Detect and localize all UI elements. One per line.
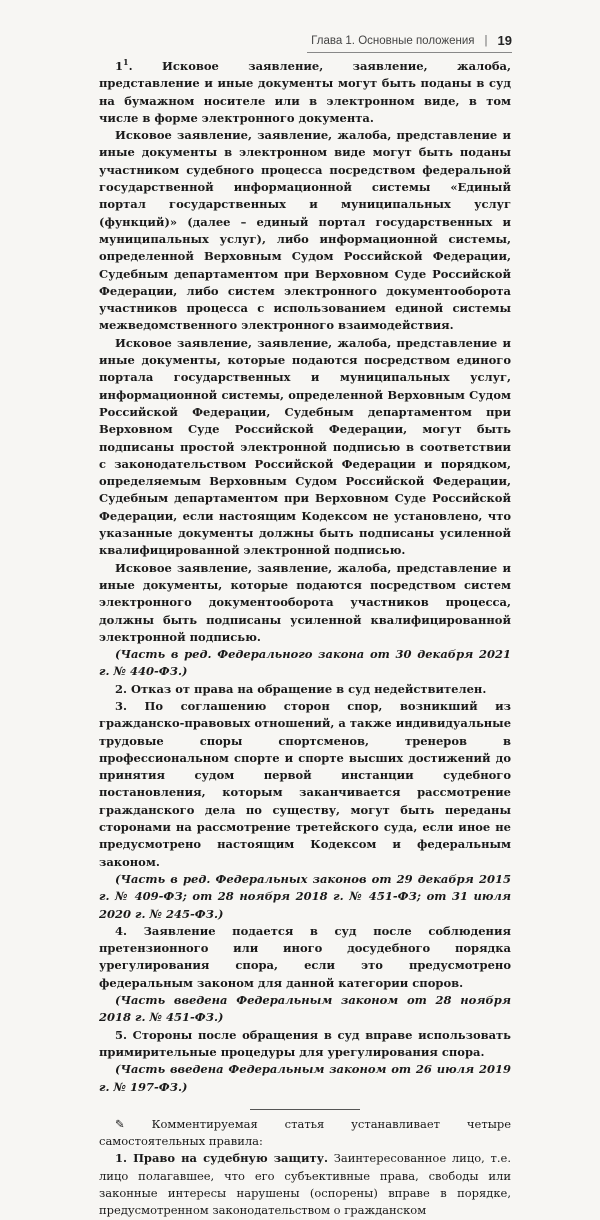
amendment-note-2: (Часть в ред. Федеральных законов от 29 декабря 2015 г. № 409-ФЗ; от 28 ноября 2018 г. № 451-ФЗ; от 31 июля 2020 г. № 245-ФЗ.) bbox=[99, 871, 511, 921]
article-paragraph-2: Исковое заявление, заявление, жалоба, представление и иные документы в электронном виде могут быть поданы участником судебного процесса посредством федеральной государственной информационной системы «Единый портал государственных и муниципальных услуг (функций)» (далее – единый портал государственных и муниципальных услуг), либо информационной системы, определенной Верховным Судом Российской Федерации, Судебным департаментом при Верховном Суде Российской Федерации, либо систем электронного документооборота участников процесса с использованием единой системы межведомственного электронного взаимодействия. bbox=[99, 128, 511, 333]
commentary-item-1: 1. Право на судебную защиту. Заинтересованное лицо, т.е. лицо полагавшее, что его субъективные права, свободы или законные интересы нарушены (оспорены) вправе в порядке, предусмотренном законодательством о гражданском bbox=[99, 1151, 511, 1218]
header-rule bbox=[307, 52, 512, 53]
amendment-note-4: (Часть введена Федеральным законом от 26 июля 2019 г. № 197-ФЗ.) bbox=[99, 1062, 511, 1094]
pencil-icon: ✎ bbox=[115, 1116, 125, 1131]
article-paragraph-4: Исковое заявление, заявление, жалоба, представление и иные документы, которые подаются посредством систем электронного документооборота участников процесса, должны быть подписаны усиленной квалифицированной электронной подписью. bbox=[99, 560, 511, 644]
page-number: 19 bbox=[497, 33, 512, 48]
article-paragraph-8: 5. Стороны после обращения в суд вправе использовать примирительные процедуры для урегулирования спора. bbox=[99, 1027, 511, 1059]
article-paragraph-5: 2. Отказ от права на обращение в суд недействителен. bbox=[115, 681, 487, 696]
article-paragraph-3: Исковое заявление, заявление, жалоба, представление и иные документы, которые подаются посредством единого портала государственных и муниципальных услуг, информационной системы, определенной Верховным Судом Российской Федерации, Судебным департаментом при Верховном Суде Российской Федерации, могут быть подписаны простой электронной подписью в соответствии с законодательством Российской Федерации и порядком, определяемым Верховным Судом Российской Федерации, Судебным департаментом при Верховном Суде Российской Федерации, если настоящим Кодексом не установлено, что указанные документы должны быть подписаны усиленной квалифицированной электронной подписью. bbox=[99, 335, 511, 558]
header-separator: | bbox=[484, 34, 488, 47]
amendment-note-1: (Часть в ред. Федерального закона от 30 декабря 2021 г. № 440-ФЗ.) bbox=[99, 647, 511, 679]
superscript: 1 bbox=[123, 57, 129, 68]
article-paragraph-1: $1^1$. Исковое заявление, заявление, жалоба, представление и иные документы могут быть поданы в суд на бумажном носителе или в электронном виде, в том числе в форме электронного документа. bbox=[99, 57, 511, 125]
amendment-note-3: (Часть введена Федеральным законом от 28 ноября 2018 г. № 451-ФЗ.) bbox=[99, 993, 511, 1025]
section-divider bbox=[250, 1109, 360, 1110]
page-body bbox=[99, 58, 511, 1220]
running-header bbox=[305, 33, 512, 48]
article-paragraph-7: 4. Заявление подается в суд после соблюдения претензионного или иного досудебного порядка урегулирования спора, если это предусмотрено федеральным законом для данной категории споров. bbox=[99, 923, 511, 990]
commentary-item-label: 1. Право на судебную защиту. bbox=[115, 1151, 328, 1166]
article-paragraph-6: 3. По соглашению сторон спор, возникший из гражданско-правовых отношений, а также индивидуальные трудовые споры спортсменов, тренеров в профессиональном спорте и спорте высших достижений до принятия судом первой инстанции судебного постановления, которым заканчивается рассмотрение гражданского дела по существу, могут быть переданы сторонами на рассмотрение третейского суда, если иное не предусмотрено настоящим Кодексом и федеральным законом. bbox=[99, 698, 512, 869]
commentary-intro: ✎ Комментируемая статья устанавливает четыре самостоятельных правила: bbox=[99, 1116, 512, 1149]
chapter-title: Глава 1. Основные положения bbox=[311, 34, 475, 47]
